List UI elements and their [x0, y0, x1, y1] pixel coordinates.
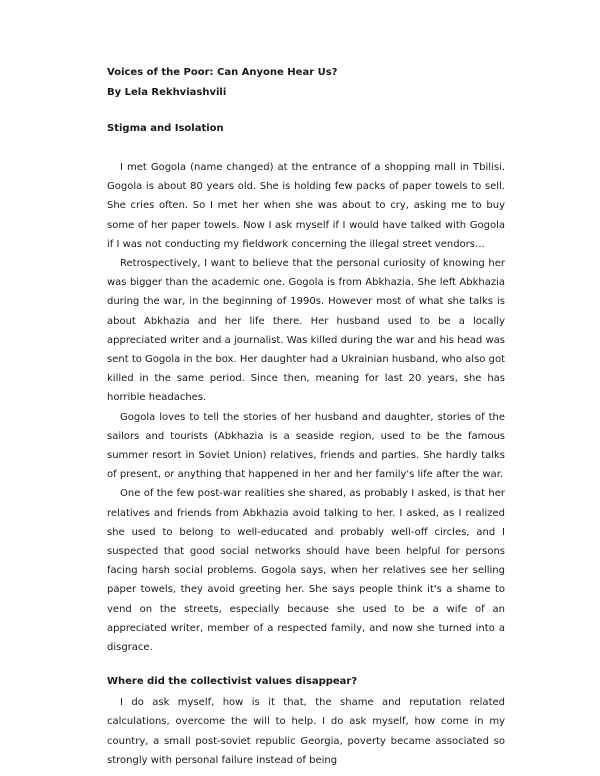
- section-heading-stigma: Stigma and Isolation: [107, 123, 224, 134]
- paragraph: Gogola loves to tell the stories of her husband and daughter, stories of the sailors and tourists (Abkhazia is a seaside region, used to be the famous summer resort in Soviet Union) relatives, friends and parties. She hardly talks of present, or anything that happened in her and her family's life after the war.: [107, 411, 505, 481]
- section-heading-collectivist: Where did the collectivist values disappear?: [107, 676, 358, 688]
- paragraph: One of the few post-war realities she shared, as probably I asked, is that her relatives and friends from Abkhazia avoid talking to her. I asked, as I realized she used to belong to well-educated and probably well-off circles, and I suspected that good social networks should have been helpful for persons facing harsh social problems. Gogola says, when her relatives see her selling paper towels, they avoid greeting her. She says people think it's a shame to vend on the streets, especially because she used to be a wife of an appreciated writer, member of a respected family, and now she turned into a disgrace.: [107, 488, 505, 654]
- paragraph: I met Gogola (name changed) at the entrance of a shopping mall in Tbilisi. Gogola is about 80 years old. She is holding few packs of paper towels to sell. She cries often. So I met her when she was about to cry, asking me to buy some of her paper towels. Now I ask myself if I would have talked with Gogola if I was not conducting my fieldwork concerning the illegal street vendors…: [107, 162, 505, 250]
- document-title: Voices of the Poor: Can Anyone Hear Us?: [107, 67, 338, 78]
- paragraph: I do ask myself, how is it that, the shame and reputation related calculations, overcome the will to help. I do ask myself, how come in my country, a small post-soviet republic Georgia, poverty became associated so strongly with personal failure instead of being: [107, 697, 505, 766]
- paragraph: Retrospectively, I want to believe that the personal curiosity of knowing her was bigger than the academic one. Gogola is from Abkhazia. She left Abkhazia during the war, in the beginning of 1990s. However most of what she talks is about Abkhazia and her life there. Her husband used to be a locally appreciated writer and a journalist. Was killed during the war and his head was sent to Gogola in the box. Her daughter had a Ukrainian husband, who also got killed in the same period. Since then, meaning for last 20 years, she has horrible headaches.: [107, 258, 505, 404]
- document-author: By Lela Rekhviashvili: [107, 87, 227, 98]
- document-page: [107, 66, 505, 770]
